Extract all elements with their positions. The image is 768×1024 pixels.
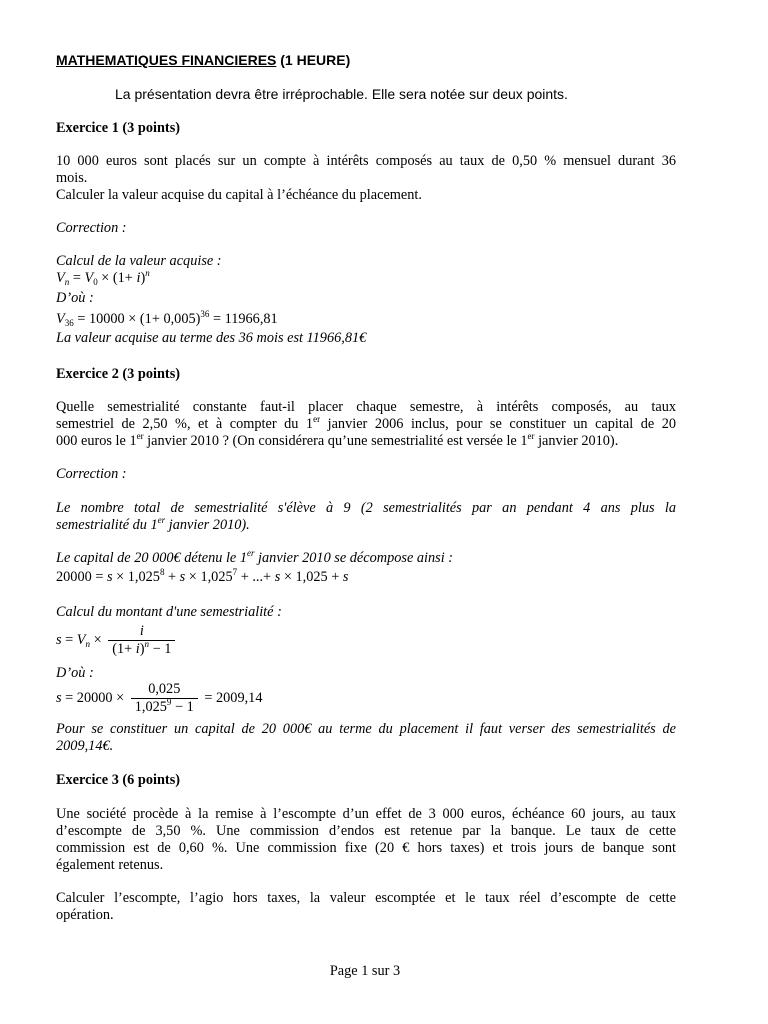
ex2-statement-line: semestriel de 2,50 %, et à compter du 1er janvier 2006 inclus, pour se constituer un capital de 20	[56, 414, 677, 432]
ex1-calc-label: Calcul de la valeur acquise :	[56, 253, 222, 269]
ex2-result	[56, 721, 676, 755]
ex3-statement	[56, 806, 676, 874]
ex3-question	[56, 890, 676, 924]
ex2-computation-fraction: $\frac{0,025}{1,025^9 - 1}$	[131, 681, 198, 716]
document-title: MATHEMATIQUES FINANCIERES	[56, 52, 277, 68]
ex1-statement	[56, 153, 676, 204]
ex3-statement-line: également retenus.	[56, 857, 164, 873]
page-number: Page 1 sur 3	[329, 963, 401, 979]
ex1-title: Exercice 1 (3 points)	[56, 120, 181, 136]
ex2-capital-label: Le capital de 20 000€ détenu le 1er janvier 2010 se décompose ainsi :	[56, 548, 454, 566]
ex2-total-line: semestrialité du 1er janvier 2010).	[56, 515, 250, 533]
document-duration: (1 HEURE)	[276, 52, 351, 68]
presentation-note: La présentation devra être irréprochable. Elle sera notée sur deux points.	[115, 86, 568, 102]
ex2-result-line: Pour se constituer un capital de 20 000€ au terme du placement il faut verser des semestrialités de	[56, 721, 676, 737]
ex3-question-line: opération.	[56, 907, 114, 923]
ex2-formula: $s = V_n$ × $\frac{i}{(1+ i)^n - 1}$	[56, 623, 676, 658]
ex2-total-line: Le nombre total de semestrialité s'élève à 9 (2 semestrialités par an pendant 4 ans plus la	[56, 500, 676, 516]
ex3-statement-line: commission est de 0,60 %. Une commission fixe (20 € hors taxes) et trois jours de banque sont	[56, 840, 676, 856]
ex1-statement-line: 10 000 euros sont placés sur un compte à intérêts composés au taux de 0,50 % mensuel durant 36	[56, 153, 676, 169]
document-header	[56, 52, 676, 69]
ex2-formula-fraction: $\frac{i}{(1+ i)^n - 1}$	[108, 623, 175, 658]
ex2-correction-label: Correction :	[56, 466, 127, 482]
ex2-computation: s = 20000 × $\frac{0,025}{1,025^9 - 1}$ = 2009,14	[56, 681, 263, 715]
ex2-statement-line: Quelle semestrialité constante faut-il placer chaque semestre, à intérêts composés, au taux	[56, 399, 676, 415]
ex3-statement-line: d’escompte de 3,50 %. Une commission d’endos est retenue par la banque. Le taux de cette	[56, 823, 676, 839]
ex2-calc-label: Calcul du montant d'une semestrialité :	[56, 604, 282, 620]
ex1-dou: D’où :	[56, 290, 94, 306]
ex2-decomposition: $20000 = s \times 1,025^8 + s \times 1,025^7$ + ...+ s × 1,025 + s	[56, 567, 349, 585]
ex1-correction-label: Correction :	[56, 220, 127, 236]
ex3-statement-line: Une société procède à la remise à l’escompte d’un effet de 3 000 euros, échéance 60 jours, au taux	[56, 806, 676, 822]
ex3-question-line: Calculer l’escompte, l’agio hors taxes, la valeur escomptée et le taux réel d’escompte de cette	[56, 890, 676, 906]
ex1-result: La valeur acquise au terme des 36 mois est 11966,81€	[56, 330, 367, 346]
ex1-statement-line: Calculer la valeur acquise du capital à l’échéance du placement.	[56, 187, 422, 203]
ex2-statement-line: 000 euros le 1er janvier 2010 ? (On considérera qu’une semestrialité est versée le 1er janvier 2010).	[56, 431, 619, 449]
ex2-result-line: 2009,14€.	[56, 738, 114, 754]
ex2-total	[56, 500, 676, 534]
ex2-title: Exercice 2 (3 points)	[56, 366, 181, 382]
ex3-title: Exercice 3 (6 points)	[56, 772, 181, 788]
ex1-statement-line: mois.	[56, 170, 88, 186]
ex2-dou: D’où :	[56, 665, 94, 681]
ex1-computation: $V_{36} = 10000 \times (1+ 0,005)^{36} = 11966,81$	[56, 309, 278, 328]
ex1-formula: $V_n = V_0 \times (1+ i)^n$	[56, 268, 150, 287]
ex2-statement	[56, 399, 676, 450]
